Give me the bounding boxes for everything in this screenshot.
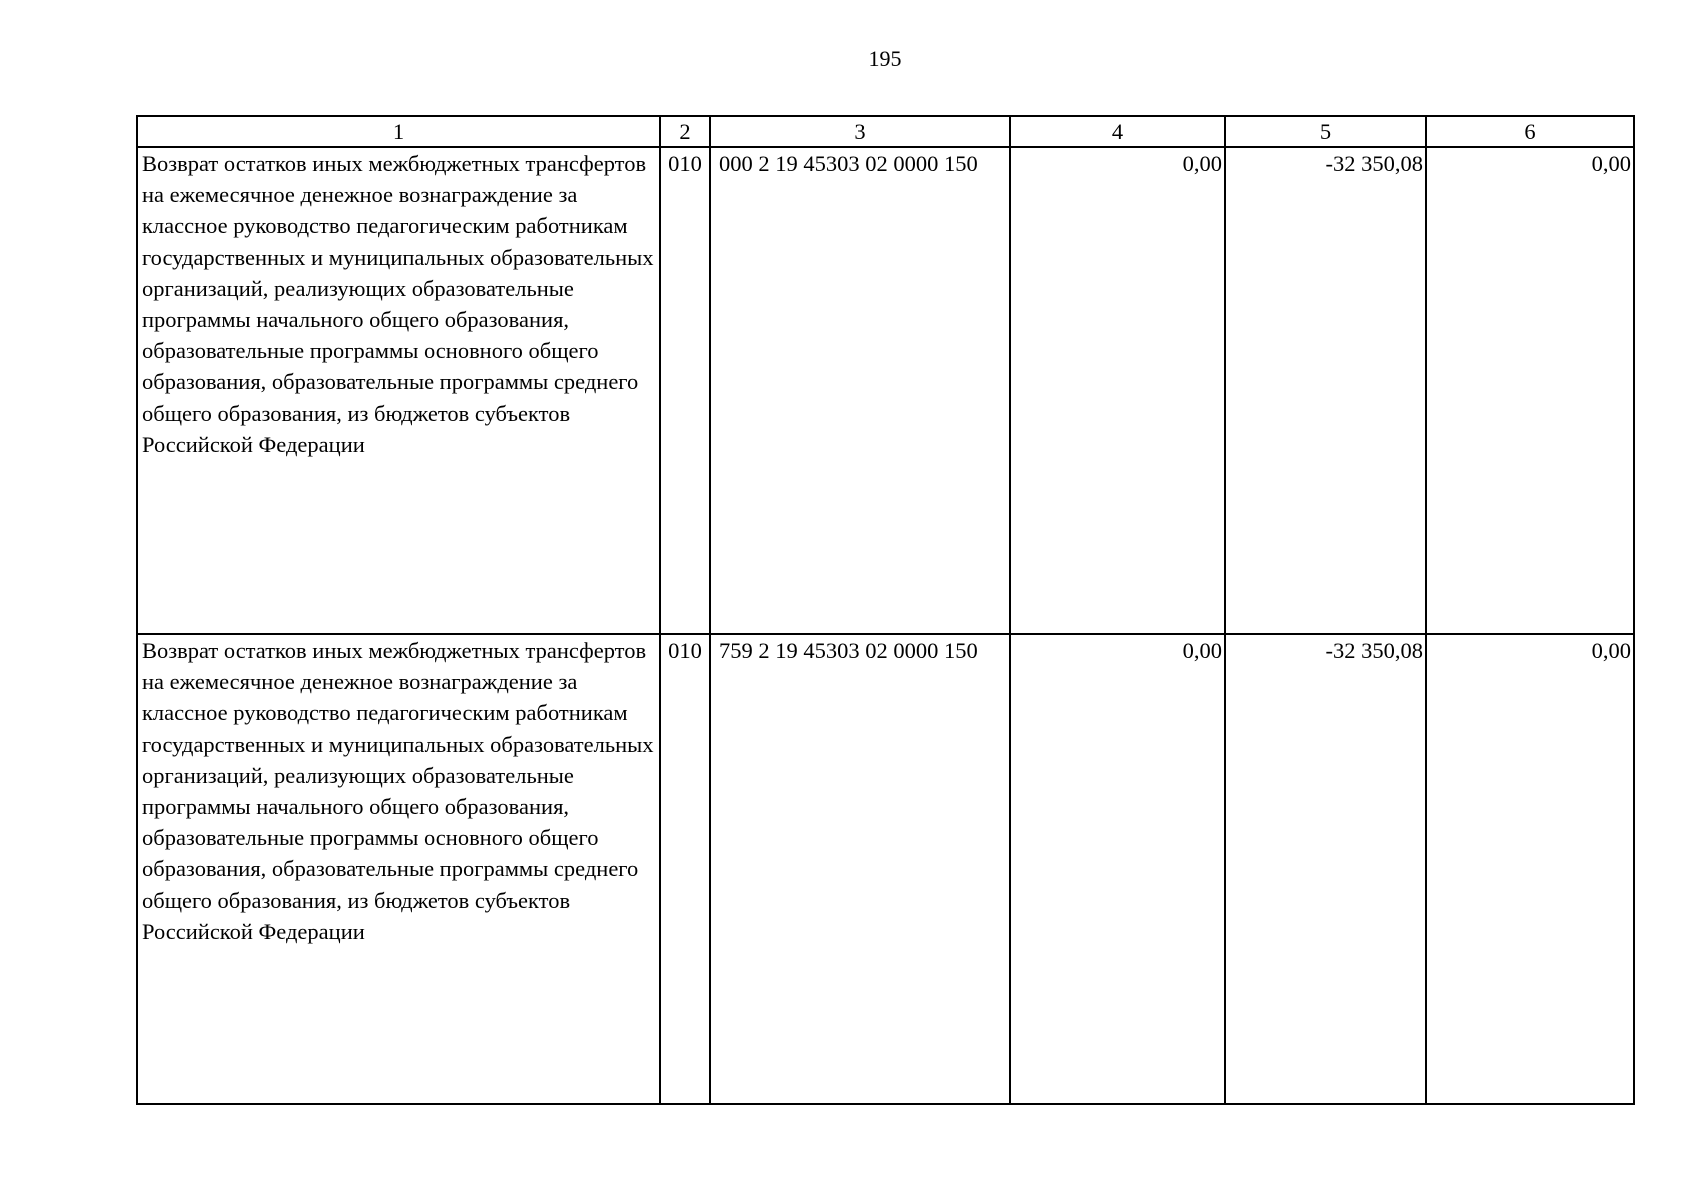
row-budget-code-cell: 759 2 19 45303 02 0000 150 (710, 634, 1010, 1104)
report-table (136, 115, 1635, 1105)
row-budget-code-cell: 000 2 19 45303 02 0000 150 (710, 147, 1010, 634)
row-col6-cell: 0,00 (1426, 634, 1634, 1104)
row-name-cell (137, 147, 660, 634)
row-col6-cell: 0,00 (1426, 147, 1634, 634)
page-number: 195 (868, 46, 902, 71)
row-col5-cell: -32 350,08 (1225, 634, 1426, 1104)
column-header-1: 1 (137, 116, 660, 147)
table-row (137, 634, 1634, 1104)
row-line-code-cell: 010 (660, 147, 710, 634)
column-header-4: 4 (1010, 116, 1225, 147)
column-header-5: 5 (1225, 116, 1426, 147)
row-line-code-cell: 010 (660, 634, 710, 1104)
column-header-2: 2 (660, 116, 710, 147)
row-name-cell (137, 634, 660, 1104)
row-col4-cell: 0,00 (1010, 634, 1225, 1104)
column-header-6: 6 (1426, 116, 1634, 147)
row-col5-cell: -32 350,08 (1225, 147, 1426, 634)
column-header-3: 3 (710, 116, 1010, 147)
row-name-text: Возврат остатков иных межбюджетных трансфертов на ежемесячное денежное вознаграждение за классное руководство педагогическим работникам государственных и муниципальных образовательных организаций, реализующих образовательные программы начального общего образования, образовательные программы основного общего образования, образовательные программы среднего общего образования, из бюджетов субъектов Российской Федерации (142, 638, 654, 944)
table-row (137, 147, 1634, 634)
row-col4-cell: 0,00 (1010, 147, 1225, 634)
row-name-text: Возврат остатков иных межбюджетных трансфертов на ежемесячное денежное вознаграждение за классное руководство педагогическим работникам государственных и муниципальных образовательных организаций, реализующих образовательные программы начального общего образования, образовательные программы основного общего образования, образовательные программы среднего общего образования, из бюджетов субъектов Российской Федерации (142, 151, 654, 457)
table-header-row (137, 116, 1634, 147)
